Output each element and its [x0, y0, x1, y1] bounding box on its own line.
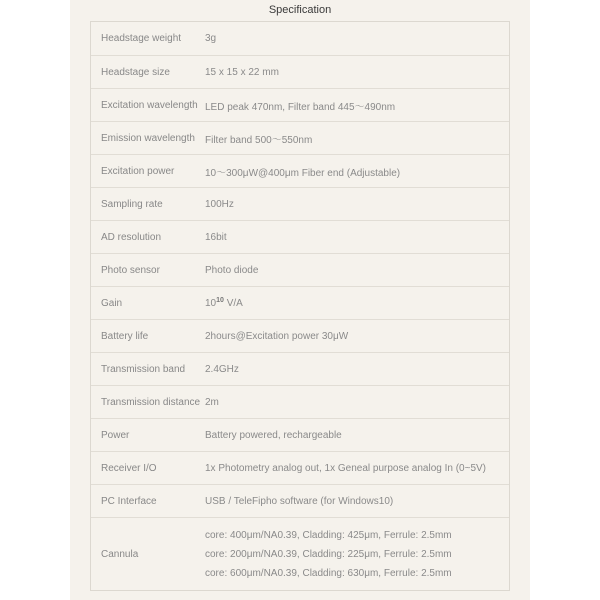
spec-table	[90, 21, 510, 591]
spec-value-multiline	[205, 526, 509, 583]
spec-label: Transmission band	[101, 363, 186, 375]
spec-value: 2.4GHz	[205, 363, 239, 375]
gain-unit: V/A	[223, 298, 243, 309]
spec-label: Excitation wavelength	[101, 99, 198, 111]
spec-value: 2hours@Excitation power 30μW	[205, 330, 349, 342]
spec-value: Battery powered, rechargeable	[205, 429, 342, 441]
table-row	[91, 286, 509, 319]
gain-exponent: 10	[216, 297, 224, 304]
spec-value: USB / TeleFipho software (for Windows10)	[205, 495, 394, 507]
table-row	[91, 22, 509, 55]
spec-label: Cannula	[101, 548, 139, 560]
page-title: Specification	[268, 4, 332, 16]
spec-panel	[70, 0, 530, 600]
table-row	[91, 187, 509, 220]
spec-value: Photo diode	[205, 264, 259, 276]
table-row	[91, 253, 509, 286]
spec-value: 15 x 15 x 22 mm	[205, 66, 279, 78]
spec-label: Headstage size	[101, 66, 170, 78]
spec-label: Photo sensor	[101, 264, 160, 276]
spec-value: 2m	[205, 396, 219, 408]
spec-label: Emission wavelength	[101, 132, 195, 144]
spec-label: PC Interface	[101, 495, 157, 507]
cannula-option: core: 600μm/NA0.39, Cladding: 630μm, Ferrule: 2.5mm	[205, 567, 452, 579]
table-row	[91, 484, 509, 517]
spec-value: 1x Photometry analog out, 1x Geneal purpose analog In (0~5V)	[205, 462, 487, 474]
cannula-option: core: 200μm/NA0.39, Cladding: 225μm, Ferrule: 2.5mm	[205, 548, 452, 560]
spec-label: Gain	[101, 297, 123, 309]
table-row	[91, 418, 509, 451]
table-row	[91, 451, 509, 484]
table-row	[91, 154, 509, 187]
spec-label: Excitation power	[101, 165, 175, 177]
gain-base: 10	[205, 298, 217, 309]
spec-value	[205, 297, 509, 309]
table-row	[91, 352, 509, 385]
spec-label: Headstage weight	[101, 33, 182, 44]
spec-label: Sampling rate	[101, 198, 163, 210]
spec-value: Filter band 500～550nm	[205, 134, 313, 146]
spec-value: 16bit	[205, 231, 227, 243]
spec-value: 3g	[205, 33, 217, 44]
table-row	[91, 88, 509, 121]
spec-value: 100Hz	[205, 198, 234, 210]
table-row	[91, 220, 509, 253]
table-row	[91, 55, 509, 88]
spec-label: AD resolution	[101, 231, 162, 243]
table-row	[91, 319, 509, 352]
spec-label: Power	[101, 429, 130, 441]
table-row	[91, 385, 509, 418]
spec-label: Transmission distance	[101, 396, 201, 408]
table-row	[91, 517, 509, 590]
spec-value: 10～300μW@400μm Fiber end (Adjustable)	[205, 167, 401, 179]
spec-value: LED peak 470nm, Filter band 445～490nm	[205, 101, 396, 113]
table-row	[91, 121, 509, 154]
cannula-option: core: 400μm/NA0.39, Cladding: 425μm, Ferrule: 2.5mm	[205, 529, 452, 541]
spec-label: Battery life	[101, 330, 149, 342]
spec-label: Receiver I/O	[101, 462, 157, 474]
